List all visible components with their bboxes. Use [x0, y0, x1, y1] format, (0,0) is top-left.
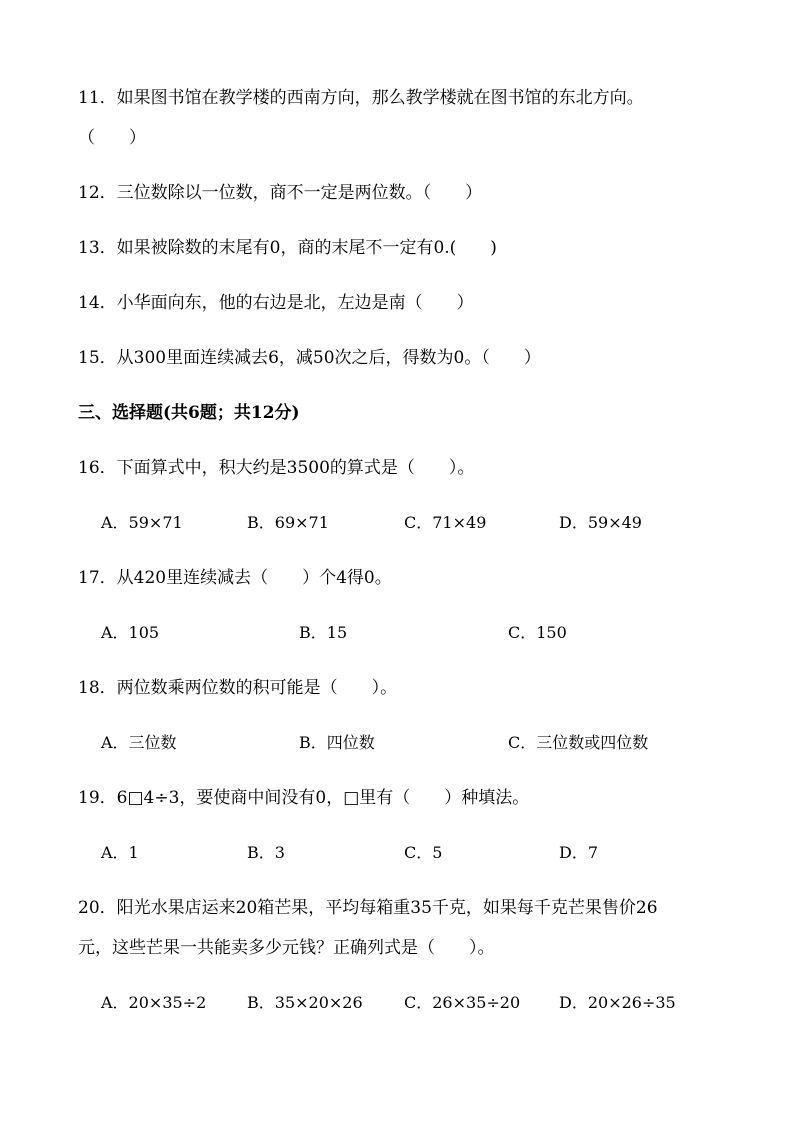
question-19-option-d: D．7 [559, 843, 599, 862]
question-16-stem: 16．下面算式中，积大约是3500的算式是（ ）。 [78, 458, 475, 478]
question-11-answer-blank: （ ） [78, 128, 146, 148]
question-19-option-c: C．5 [404, 843, 443, 862]
question-20-option-c: C．26×35÷20 [404, 993, 521, 1012]
question-17-option-b: B．15 [299, 623, 348, 642]
question-20-stem-line1: 20．阳光水果店运来20箱芒果，平均每箱重35千克，如果每千克芒果售价26 [78, 898, 658, 918]
question-18-stem: 18．两位数乘两位数的积可能是（ ）。 [78, 678, 398, 698]
question-19-stem: 19．6□4÷3，要使商中间没有0，□里有（ ）种填法。 [78, 788, 530, 808]
question-20-option-a: A．20×35÷2 [101, 993, 207, 1012]
question-18-option-b: B．四位数 [299, 733, 375, 752]
question-16-option-a: A．59×71 [101, 513, 183, 532]
question-12: 12．三位数除以一位数，商不一定是两位数。（ ） [78, 183, 483, 203]
question-18-option-a: A．三位数 [101, 733, 177, 752]
question-16-option-c: C．71×49 [404, 513, 487, 532]
question-15: 15．从300里面连续减去6，减50次之后，得数为0。（ ） [78, 348, 541, 368]
question-14: 14．小华面向东，他的右边是北，左边是南（ ） [78, 293, 474, 313]
question-20-stem-line2: 元，这些芒果一共能卖多少元钱？正确列式是（ ）。 [78, 938, 495, 958]
question-17-option-c: C．150 [508, 623, 567, 642]
question-17-stem: 17．从420里连续减去（ ）个4得0。 [78, 568, 392, 588]
question-19-option-b: B．3 [247, 843, 285, 862]
question-13: 13．如果被除数的末尾有0，商的末尾不一定有0.( ) [78, 238, 497, 258]
question-19-option-a: A．1 [101, 843, 139, 862]
question-18-option-c: C．三位数或四位数 [508, 733, 649, 752]
question-16-option-b: B．69×71 [247, 513, 329, 532]
question-11-line1: 11．如果图书馆在教学楼的西南方向，那么教学楼就在图书馆的东北方向。 [78, 88, 644, 108]
question-20-option-d: D．20×26÷35 [559, 993, 676, 1012]
question-17-option-a: A．105 [101, 623, 160, 642]
question-20-option-b: B．35×20×26 [247, 993, 363, 1012]
section-3-title: 三、选择题(共6题；共12分) [78, 403, 300, 423]
question-16-option-d: D．59×49 [559, 513, 642, 532]
